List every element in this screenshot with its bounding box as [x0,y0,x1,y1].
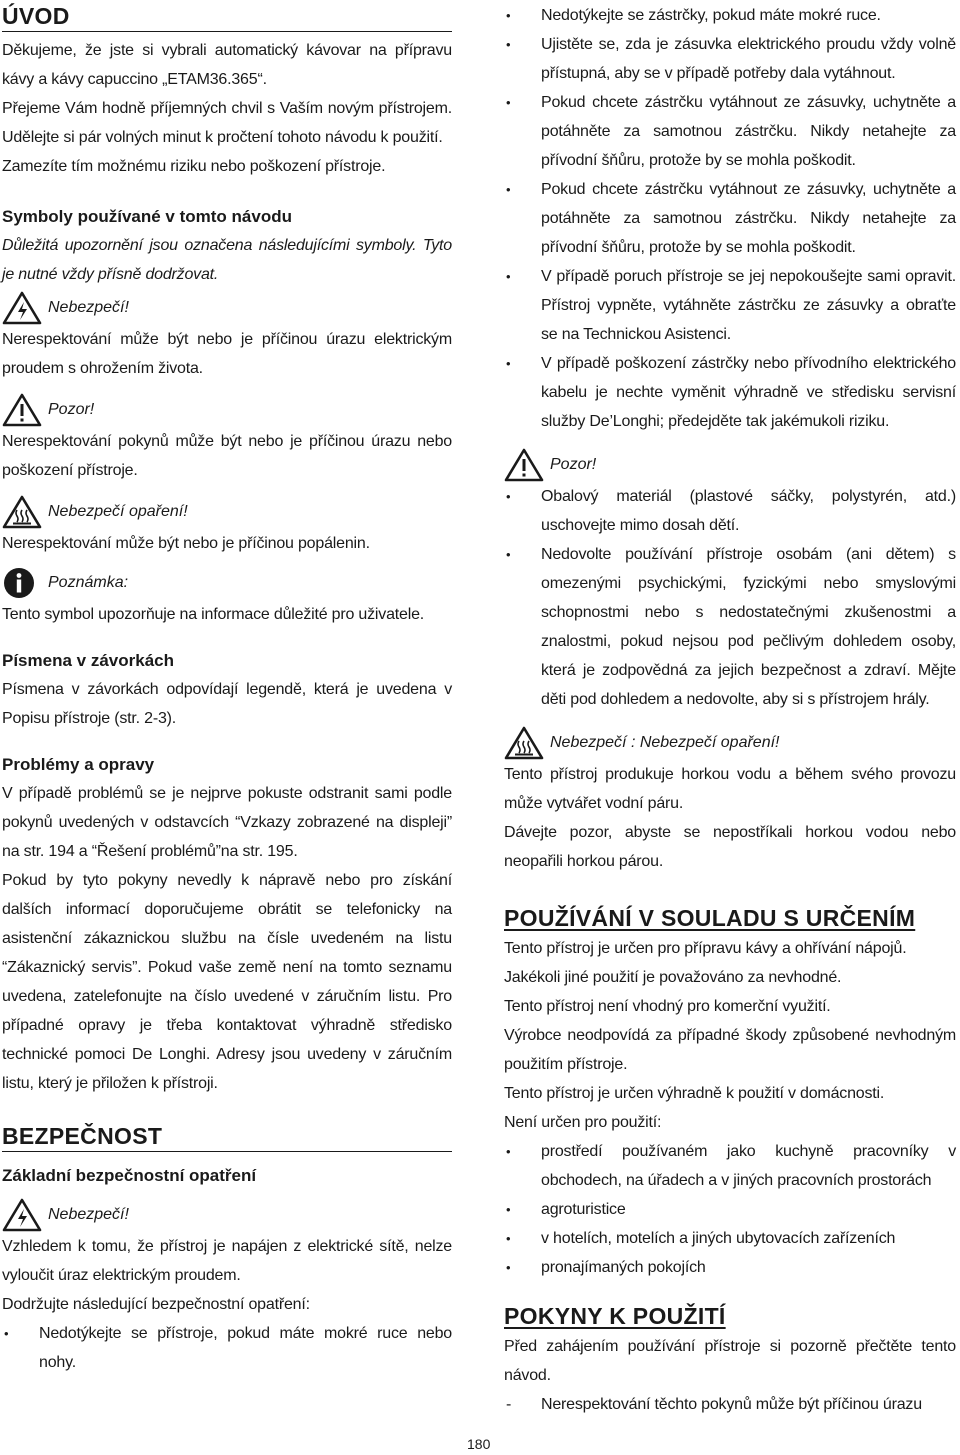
scald-text: Nerespektování může být nebo je příčinou popálenin. [2,535,370,552]
usage-heading: POUŽÍVÁNÍ V SOULADU S URČENÍM [504,905,916,931]
usage-line: Tento přístroj není vhodný pro komerční využití. [504,998,831,1015]
safety-bullets-continued [504,1,956,436]
electric-danger-icon [2,1198,42,1232]
caution-label: Pozor! [550,456,597,473]
caution-symbol-row [2,393,452,427]
scald-symbol-row [2,495,452,529]
right-column [504,0,956,1419]
warning-triangle-icon [504,448,544,482]
safety-bullet-list [2,1319,452,1377]
safety-heading: BEZPEČNOST [2,1122,452,1152]
usage-line: Tento přístroj je určen výhradně k použití v domácnosti. [504,1085,885,1102]
intro-paragraph-1: Děkujeme, že jste si vybrali automatický kávovar na přípravu kávy a kávy capuccino „ETAM36.365“. [2,42,452,88]
caution-text: Nerespektování pokynů může být nebo je příčinou úrazu nebo poškození přístroje. [2,433,452,479]
instructions-dash-list [504,1390,956,1419]
page-number: 180 [467,1436,491,1452]
scald-label: Nebezpečí opaření! [48,503,188,520]
usage-bullet-list [504,1137,956,1282]
list-item: • Nedovolte používání přístroje osobám (ani dětem) s omezenými psychickými, fyzickými nebo smyslovými schopnostmi nebo s nedostatečnými zkušenostmi a znalostmi, pokud nejsou pod pečlivým dohledem osoby, která je zodpovědná za jejich bezpečnost a zdraví. Mějte děti pod dohledem a nedovolte, aby si s přístrojem hrály. [504,540,956,714]
warning-triangle-icon [2,393,42,427]
scald-label: Nebezpečí : Nebezpečí opaření! [550,734,780,751]
usage-line: Výrobce neodpovídá za případné škody způsobené nevhodným použitím přístroje. [504,1027,956,1073]
intro-paragraph-3: Zamezíte tím možnému riziku nebo poškození přístroje. [2,158,386,175]
list-item: • Pokud chcete zástrčku vytáhnout ze zásuvky, uchytněte a potáhněte za samotnou zástrčku. Nikdy netahejte za přívodní šňůru, protože by se mohla poškodit. [504,88,956,175]
electric-danger-icon [2,291,42,325]
list-item: • V případě poruch přístroje se jej nepokoušejte sami opravit. Přístroj vypněte, vytáhněte zástrčku ze zásuvky a obraťte se na Technickou Asistenci. [504,262,956,349]
safety-paragraph-1: Vzhledem k tomu, že přístroj je napájen z elektrické sítě, nelze vyloučit úraz elektrickým proudem. [2,1238,452,1284]
problems-paragraph-2: Pokud by tyto pokyny nevedly k nápravě nebo pro získání dalších informací doporučujeme obrátit se telefonicky na asistenční zákaznickou službu na čísle uvedeném na listu “Zákaznický servis”. Pokud vaše země není na tomto seznamu uvedena, zatelefonujte na číslo uvedené v záručním listu. Pro případné opravy je třeba kontaktovat výhradně středisko technické pomoci De Longhi. Adresy jsou uvedeny v záručním listu, který je přiložen k přístroji. [2,872,452,1092]
scald-symbol-row [504,726,956,760]
list-item: • agroturistice [504,1195,956,1224]
list-item: • Nedotýkejte se zástrčky, pokud máte mokré ruce. [504,1,956,30]
list-item: • pronajímaných pokojích [504,1253,956,1282]
scald-paragraph-1: Tento přístroj produkuje horkou vodu a během svého provozu může vytvářet vodní páru. [504,766,956,812]
instructions-text: Před zahájením používání přístroje si pozorně přečtěte tento návod. [504,1338,956,1384]
note-symbol-row [2,566,452,600]
caution-bullet-list [504,482,956,714]
note-label: Poznámka: [48,574,129,591]
danger-symbol-row [2,291,452,325]
letters-text: Písmena v závorkách odpovídají legendě, která je uvedena v Popisu přístroje (str. 2-3). [2,681,452,727]
danger-label: Nebezpečí! [48,299,129,316]
usage-line: Není určen pro použití: [504,1114,662,1131]
list-item: • Obalový materiál (plastové sáčky, polystyrén, atd.) uschovejte mimo dosah dětí. [504,482,956,540]
safety-subheading: Základní bezpečnostní opatření [2,1166,257,1185]
safety-danger-row [2,1198,452,1232]
list-item: • prostředí používaném jako kuchyně pracovníky v obchodech, na úřadech a v jiných pracovních prostorách [504,1137,956,1195]
caution-symbol-row [504,448,956,482]
problems-heading: Problémy a opravy [2,755,155,774]
intro-paragraph-2: Přejeme Vám hodně příjemných chvil s Vaším novým přístrojem. Udělejte si pár volných minut k pročtení tohoto návodu k použití. [2,100,452,146]
symbols-heading: Symboly používané v tomto návodu [2,207,292,226]
safety-danger-label: Nebezpečí! [48,1206,129,1223]
list-item: • v hotelích, motelích a jiných ubytovacích zařízeních [504,1224,956,1253]
symbols-intro: Důležitá upozornění jsou označena následujícími symboly. Tyto je nutné vždy přísně dodržovat. [2,237,452,283]
letters-heading: Písmena v závorkách [2,651,174,670]
scald-paragraph-2: Dávejte pozor, abyste se nepostříkali horkou vodou nebo neopařili horkou párou. [504,824,956,870]
info-icon [2,566,38,600]
hot-surface-icon [2,495,42,529]
usage-line: Tento přístroj je určen pro přípravu kávy a ohřívání nápojů. [504,940,907,957]
problems-paragraph-1: V případě problémů se je nejprve pokuste odstranit sami podle pokynů uvedených v odstavcích “Vzkazy zobrazené na displeji” na str. 194 a “Řešení problémů”na str. 195. [2,785,452,860]
list-item: • Nedotýkejte se přístroje, pokud máte mokré ruce nebo nohy. [2,1319,452,1377]
caution-label: Pozor! [48,401,95,418]
note-text: Tento symbol upozorňuje na informace důležité pro uživatele. [2,606,425,623]
hot-surface-icon [504,726,544,760]
list-item: - Nerespektování těchto pokynů může být příčinou úrazu [504,1390,956,1419]
safety-paragraph-2: Dodržujte následující bezpečnostní opatření: [2,1296,310,1313]
list-item: • Pokud chcete zástrčku vytáhnout ze zásuvky, uchytněte a potáhněte za samotnou zástrčku. Nikdy netahejte za přívodní šňůru, protože by se mohla poškodit. [504,175,956,262]
intro-heading: ÚVOD [2,2,452,32]
left-column [2,0,452,1377]
danger-text: Nerespektování může být nebo je příčinou úrazu elektrickým proudem s ohrožením života. [2,331,452,377]
list-item: • V případě poškození zástrčky nebo přívodního elektrického kabelu je nechte vyměnit výhradně ve středisku servisní služby De’Longhi; předejděte tak jakémukoli riziku. [504,349,956,436]
instructions-heading: POKYNY K POUŽITÍ [504,1303,726,1329]
list-item: • Ujistěte se, zda je zásuvka elektrického proudu vždy volně přístupná, aby se v případě potřeby dala vytáhnout. [504,30,956,88]
usage-line: Jakékoli jiné použití je považováno za nevhodné. [504,969,842,986]
